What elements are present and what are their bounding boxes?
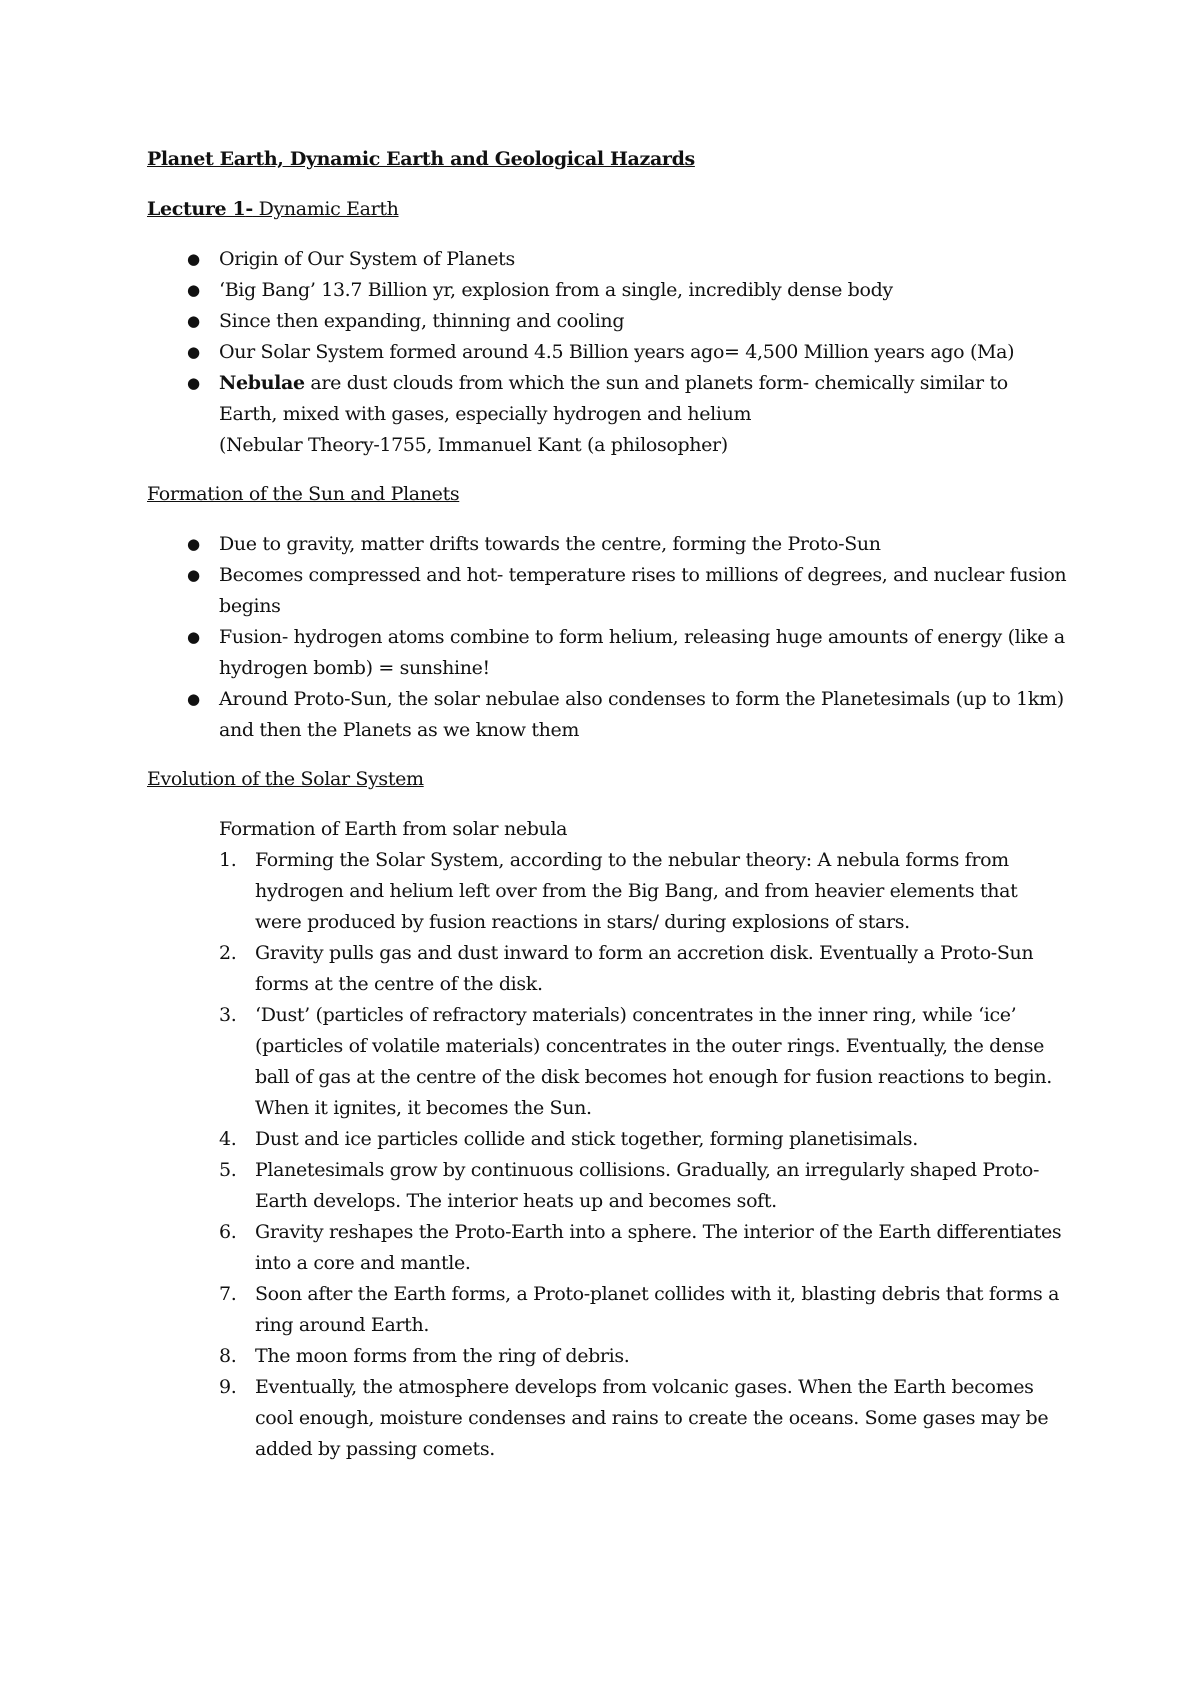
- list-item: [147, 938, 1067, 1000]
- list-item: [147, 1124, 1067, 1155]
- list-item-text: Our Solar System formed around 4.5 Billion years ago= 4,500 Million years ago (Ma): [219, 341, 1015, 363]
- bullet-icon: ●: [187, 312, 200, 330]
- list-item: [147, 1155, 1067, 1217]
- list-item: [147, 337, 1067, 368]
- list-item: [147, 622, 1067, 684]
- list-item: [147, 1217, 1067, 1279]
- nebulae-term: Nebulae: [219, 372, 305, 394]
- bullet-icon: ●: [187, 535, 200, 553]
- document-content: [147, 144, 1067, 1465]
- lecture-topic: Dynamic Earth: [252, 198, 399, 220]
- list-item-text: ‘Big Bang’ 13.7 Billion yr, explosion from a single, incredibly dense body: [219, 279, 893, 301]
- step-number: 3.: [219, 1004, 237, 1026]
- formation-bullet-list: [147, 529, 1067, 746]
- step-number: 8.: [219, 1345, 237, 1367]
- step-text: The moon forms from the ring of debris.: [255, 1345, 630, 1367]
- step-text: Forming the Solar System, according to the nebular theory: A nebula forms from hydrogen and helium left over from the Big Bang, and from heavier elements that were produced by fusion reactions in stars/ during explosions of stars.: [255, 849, 1018, 933]
- lecture-heading: [147, 194, 1067, 225]
- step-number: 4.: [219, 1128, 237, 1150]
- bullet-icon: ●: [187, 343, 200, 361]
- list-item-text: Fusion- hydrogen atoms combine to form helium, releasing huge amounts of energy (like a hydrogen bomb) = sunshine!: [219, 626, 1065, 679]
- list-item: [147, 1372, 1067, 1465]
- step-text: Planetesimals grow by continuous collisions. Gradually, an irregularly shaped Proto-Earth develops. The interior heats up and becomes soft.: [255, 1159, 1040, 1212]
- list-item: [147, 1279, 1067, 1341]
- step-number: 9.: [219, 1376, 237, 1398]
- list-item: [147, 244, 1067, 275]
- nebulae-note: (Nebular Theory-1755, Immanuel Kant (a philosopher): [219, 434, 728, 456]
- lecture-label: Lecture 1: [147, 198, 246, 220]
- lecture-separator: -: [245, 198, 253, 220]
- intro-bullet-list: [147, 244, 1067, 461]
- list-item: [147, 684, 1067, 746]
- step-text: ‘Dust’ (particles of refractory materials) concentrates in the inner ring, while ‘ice’ (particles of volatile materials) concentrates in the outer rings. Eventually, the dense ball of gas at the centre of the disk becomes hot enough for fusion reactions to begin. When it ignites, it becomes the Sun.: [255, 1004, 1052, 1119]
- bullet-icon: ●: [187, 690, 200, 708]
- list-item: [147, 1000, 1067, 1124]
- step-text: Dust and ice particles collide and stick together, forming planetisimals.: [255, 1128, 918, 1150]
- bullet-icon: ●: [187, 628, 200, 646]
- list-item-text: Due to gravity, matter drifts towards the centre, forming the Proto-Sun: [219, 533, 881, 555]
- evolution-step-list: [147, 845, 1067, 1465]
- step-number: 1.: [219, 849, 237, 871]
- bullet-icon: ●: [187, 374, 200, 392]
- list-item-text: Since then expanding, thinning and cooling: [219, 310, 625, 332]
- list-item-text: Origin of Our System of Planets: [219, 248, 515, 270]
- list-item-text: Becomes compressed and hot- temperature rises to millions of degrees, and nuclear fusion begins: [219, 564, 1067, 617]
- list-item: [147, 1341, 1067, 1372]
- document-title: Planet Earth, Dynamic Earth and Geological Hazards: [147, 148, 695, 170]
- step-number: 5.: [219, 1159, 237, 1181]
- section-heading-formation: Formation of the Sun and Planets: [147, 483, 460, 505]
- list-item: [147, 275, 1067, 306]
- list-item: [147, 306, 1067, 337]
- evolution-subheading: Formation of Earth from solar nebula: [219, 818, 568, 840]
- step-text: Gravity reshapes the Proto-Earth into a sphere. The interior of the Earth differentiates into a core and mantle.: [255, 1221, 1062, 1274]
- bullet-icon: ●: [187, 566, 200, 584]
- step-number: 2.: [219, 942, 237, 964]
- list-item-nebulae: [147, 368, 1067, 461]
- step-number: 7.: [219, 1283, 237, 1305]
- bullet-icon: ●: [187, 250, 200, 268]
- list-item-text: Around Proto-Sun, the solar nebulae also condenses to form the Planetesimals (up to 1km) and then the Planets as we know them: [219, 688, 1064, 741]
- list-item: [147, 845, 1067, 938]
- step-text: Eventually, the atmosphere develops from volcanic gases. When the Earth becomes cool enough, moisture condenses and rains to create the oceans. Some gases may be added by passing comets.: [255, 1376, 1049, 1460]
- bullet-icon: ●: [187, 281, 200, 299]
- section-heading-evolution: Evolution of the Solar System: [147, 768, 424, 790]
- step-text: Soon after the Earth forms, a Proto-planet collides with it, blasting debris that forms a ring around Earth.: [255, 1283, 1060, 1336]
- nebulae-definition: are dust clouds from which the sun and planets form- chemically similar to Earth, mixed with gases, especially hydrogen and helium: [219, 372, 1008, 425]
- list-item: [147, 560, 1067, 622]
- step-text: Gravity pulls gas and dust inward to form an accretion disk. Eventually a Proto-Sun forms at the centre of the disk.: [255, 942, 1034, 995]
- list-item: [147, 529, 1067, 560]
- step-number: 6.: [219, 1221, 237, 1243]
